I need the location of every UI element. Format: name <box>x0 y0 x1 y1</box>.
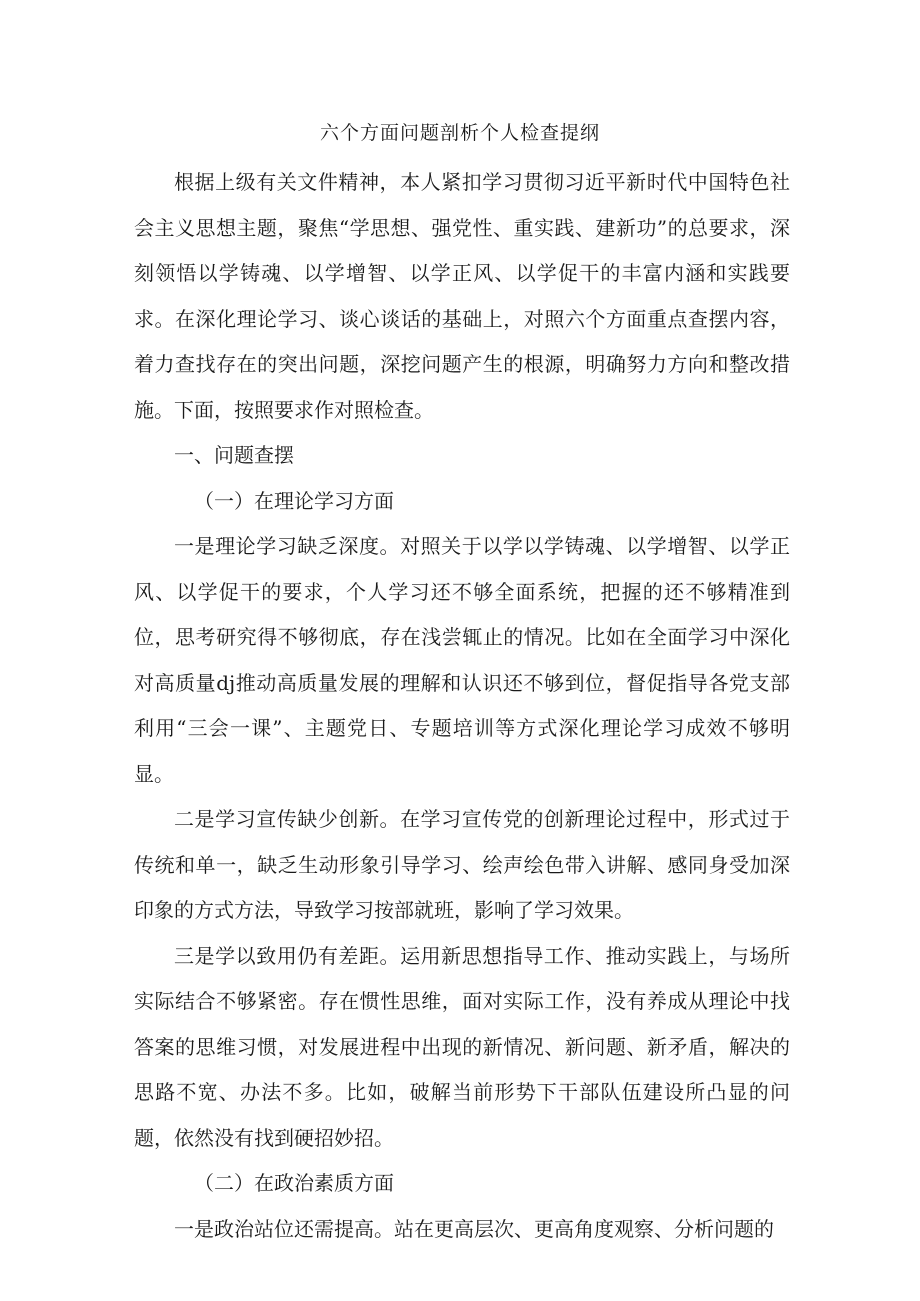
document-body <box>134 160 790 1252</box>
document-title: 六个方面问题剖析个人检查提纲 <box>319 122 600 144</box>
paragraph: 一是理论学习缺乏深度。对照关于以学以学铸魂、以学增智、以学正风、以学促干的要求，个人学习还不够全面系统，把握的还不够精准到位，思考研究得不够彻底，存在浅尝辄止的情况。比如在全面学习中深化对高质量dj推动高质量发展的理解和认识还不够到位，督促指导各党支部利用“三会一课”、主题党日、专题培训等方式深化理论学习成效不够明显。 <box>134 534 790 786</box>
intro-paragraph: 根据上级有关文件精神，本人紧扣学习贯彻习近平新时代中国特色社会主义思想主题，聚焦“学思想、强党性、重实践、建新功”的总要求，深刻领悟以学铸魂、以学增智、以学正风、以学促干的丰富内涵和实践要求。在深化理论学习、谈心谈话的基础上，对照六个方面重点查摆内容，着力查找存在的突出问题，深挖问题产生的根源，明确努力方向和整改措施。下面，按照要求作对照检查。 <box>134 170 790 422</box>
paragraph: 三是学以致用仍有差距。运用新思想指导工作、推动实践上，与场所实际结合不够紧密。存在惯性思维，面对实际工作，没有养成从理论中找答案的思维习惯，对发展进程中出现的新情况、新问题、新矛盾，解决的思路不宽、办法不多。比如，破解当前形势下干部队伍建设所凸显的问题，依然没有找到硬招妙招。 <box>134 943 790 1150</box>
paragraph: 一是政治站位还需提高。站在更高层次、更高角度观察、分析问题的 <box>174 1216 774 1241</box>
section-heading: 一、问题查摆 <box>174 443 294 467</box>
paragraph: 二是学习宣传缺少创新。在学习宣传党的创新理论过程中，形式过于传统和单一，缺乏生动形象引导学习、绘声绘色带入讲解、感同身受加深印象的方式方法，导致学习按部就班，影响了学习效果。 <box>134 807 790 922</box>
subsection-heading: （一）在理论学习方面 <box>194 488 394 513</box>
subsection-heading: （二）在政治素质方面 <box>194 1171 394 1195</box>
